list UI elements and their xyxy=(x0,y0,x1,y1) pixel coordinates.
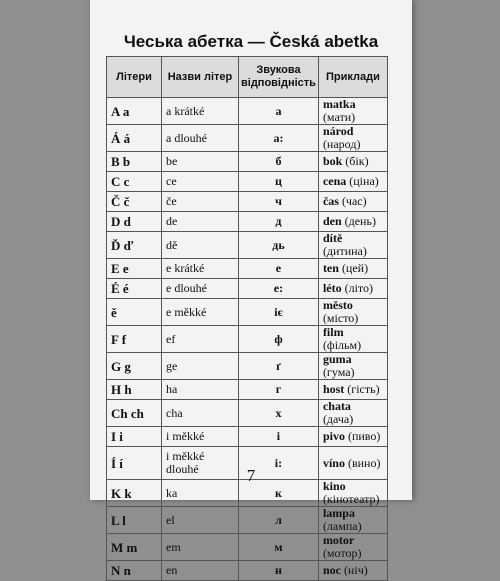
example-cell xyxy=(318,353,387,380)
example-word: bok xyxy=(322,154,343,168)
table-row xyxy=(107,172,388,192)
letter-name-cell: de xyxy=(162,212,239,232)
example-word: film xyxy=(322,325,344,339)
table-row xyxy=(107,299,388,326)
table-row xyxy=(107,232,388,259)
table-row xyxy=(107,152,388,172)
sound-cell: х xyxy=(239,400,319,427)
example-cell xyxy=(318,212,387,232)
table-row xyxy=(107,326,388,353)
table-row xyxy=(107,98,388,125)
letter-name-cell: el xyxy=(162,507,239,534)
letter-cell: N n xyxy=(107,561,162,581)
table-row xyxy=(107,534,388,561)
example-cell xyxy=(318,125,387,152)
letter-cell: É é xyxy=(107,279,162,299)
sound-cell: а: xyxy=(239,125,319,152)
sound-cell: іє xyxy=(239,299,319,326)
sound-cell: а xyxy=(239,98,319,125)
letter-cell: I i xyxy=(107,427,162,447)
letter-cell: Í í xyxy=(107,447,162,480)
table-row xyxy=(107,561,388,581)
letter-name-cell: em xyxy=(162,534,239,561)
example-translation: (дача) xyxy=(322,412,354,426)
letter-cell: E e xyxy=(107,259,162,279)
example-word: noc xyxy=(322,563,341,577)
example-word: ten xyxy=(322,261,339,275)
example-translation: (лампа) xyxy=(322,519,362,533)
sound-cell: е: xyxy=(239,279,319,299)
example-cell xyxy=(318,192,387,212)
letter-name-cell: e měkké xyxy=(162,299,239,326)
alphabet-table xyxy=(106,56,388,581)
letter-name-cell: če xyxy=(162,192,239,212)
example-word: pivo xyxy=(322,429,345,443)
letter-name-cell: e dlouhé xyxy=(162,279,239,299)
example-word: čas xyxy=(322,194,339,208)
letter-cell: F f xyxy=(107,326,162,353)
sound-cell: е xyxy=(239,259,319,279)
table-row xyxy=(107,125,388,152)
example-translation: (вино) xyxy=(347,455,381,470)
letter-name-cell: a dlouhé xyxy=(162,125,239,152)
sound-cell: г xyxy=(239,380,319,400)
example-cell xyxy=(318,427,387,447)
letter-name-cell: ka xyxy=(162,480,239,507)
table-row xyxy=(107,400,388,427)
header-letters: Літери xyxy=(107,57,162,98)
example-cell xyxy=(318,534,387,561)
header-examples: Приклади xyxy=(318,57,387,98)
page-number: 7 xyxy=(246,466,256,485)
sound-cell: б xyxy=(239,152,319,172)
letter-name-cell: ge xyxy=(162,353,239,380)
example-translation: (гість) xyxy=(347,382,380,396)
letter-cell: L l xyxy=(107,507,162,534)
letter-cell: Ď ď xyxy=(107,232,162,259)
sound-cell: н xyxy=(239,561,319,581)
example-cell xyxy=(318,326,387,353)
example-translation: (бік) xyxy=(345,154,369,168)
example-translation: (народ) xyxy=(322,137,361,151)
letter-name-cell: i měkké xyxy=(162,427,239,447)
example-translation: (мотор) xyxy=(322,546,362,560)
letter-name-cell: en xyxy=(162,561,239,581)
example-cell xyxy=(318,299,387,326)
example-cell xyxy=(318,561,387,581)
letter-name-cell: a krátké xyxy=(162,98,239,125)
example-word: národ xyxy=(322,124,354,138)
example-cell xyxy=(318,172,387,192)
table-row xyxy=(107,212,388,232)
sound-cell: дь xyxy=(239,232,319,259)
letter-cell: Á á xyxy=(107,125,162,152)
sound-cell: л xyxy=(239,507,319,534)
example-translation: (кінотеатр) xyxy=(322,492,380,506)
table-row xyxy=(107,259,388,279)
example-translation: (цей) xyxy=(341,261,369,275)
letter-name-cell: be xyxy=(162,152,239,172)
letter-name-cell: ce xyxy=(162,172,239,192)
example-word: město xyxy=(322,298,353,312)
example-translation: (пиво) xyxy=(347,429,381,443)
letter-cell: H h xyxy=(107,380,162,400)
example-cell xyxy=(318,232,387,259)
example-word: víno xyxy=(322,455,345,470)
example-translation: (дитина) xyxy=(322,244,367,258)
example-translation: (гума) xyxy=(322,365,355,379)
letter-cell: Ch ch xyxy=(107,400,162,427)
example-cell xyxy=(318,279,387,299)
example-word: dítě xyxy=(322,231,343,245)
example-word: cena xyxy=(322,174,347,188)
letter-cell: B b xyxy=(107,152,162,172)
example-translation: (час) xyxy=(341,194,367,208)
letter-name-cell: ef xyxy=(162,326,239,353)
example-translation: (фільм) xyxy=(322,338,362,352)
example-word: léto xyxy=(322,281,342,295)
letter-cell: G g xyxy=(107,353,162,380)
sound-cell: ґ xyxy=(239,353,319,380)
letter-cell: ě xyxy=(107,299,162,326)
table-row xyxy=(107,279,388,299)
letter-cell: D d xyxy=(107,212,162,232)
example-word: kino xyxy=(322,479,346,493)
letter-name-cell: e krátké xyxy=(162,259,239,279)
table-row xyxy=(107,507,388,534)
sound-cell: ф xyxy=(239,326,319,353)
letter-cell: K k xyxy=(107,480,162,507)
table-header-row xyxy=(107,57,388,98)
example-word: lampa xyxy=(322,506,355,520)
letter-name-cell: cha xyxy=(162,400,239,427)
example-translation: (мати) xyxy=(322,110,356,124)
table-row xyxy=(107,427,388,447)
example-word: matka xyxy=(322,97,356,111)
sound-cell: ч xyxy=(239,192,319,212)
example-cell xyxy=(318,400,387,427)
example-word: den xyxy=(322,214,342,228)
example-translation: (ніч) xyxy=(343,563,368,577)
letter-name-cell: i měkké dlouhé xyxy=(162,447,239,480)
example-cell xyxy=(318,259,387,279)
example-word: chata xyxy=(322,399,351,413)
example-translation: (день) xyxy=(344,214,376,228)
table-body xyxy=(107,98,388,581)
sound-cell: д xyxy=(239,212,319,232)
example-word: host xyxy=(322,382,345,396)
letter-cell: M m xyxy=(107,534,162,561)
example-translation: (літо) xyxy=(344,281,373,295)
book-page xyxy=(90,0,412,578)
example-cell xyxy=(318,152,387,172)
example-cell xyxy=(318,507,387,534)
header-sound: Звукова відповідність xyxy=(239,57,319,98)
example-cell xyxy=(318,98,387,125)
sound-cell: к xyxy=(239,480,319,507)
letter-cell: C c xyxy=(107,172,162,192)
sound-cell: і xyxy=(239,427,319,447)
sound-cell: і: xyxy=(239,447,319,480)
example-word: motor xyxy=(322,533,355,547)
example-cell xyxy=(318,380,387,400)
letter-name-cell: ha xyxy=(162,380,239,400)
sound-cell: ц xyxy=(239,172,319,192)
example-word: guma xyxy=(322,352,352,366)
example-translation: (місто) xyxy=(322,311,359,325)
letter-cell: Č č xyxy=(107,192,162,212)
letter-cell: A a xyxy=(107,98,162,125)
header-letter-names: Назви літер xyxy=(162,57,239,98)
page-title: Чеська абетка — Česká abetka xyxy=(123,32,379,51)
example-translation: (ціна) xyxy=(349,174,379,188)
table-row xyxy=(107,192,388,212)
table-row xyxy=(107,380,388,400)
letter-name-cell: dě xyxy=(162,232,239,259)
table-row xyxy=(107,353,388,380)
sound-cell: м xyxy=(239,534,319,561)
